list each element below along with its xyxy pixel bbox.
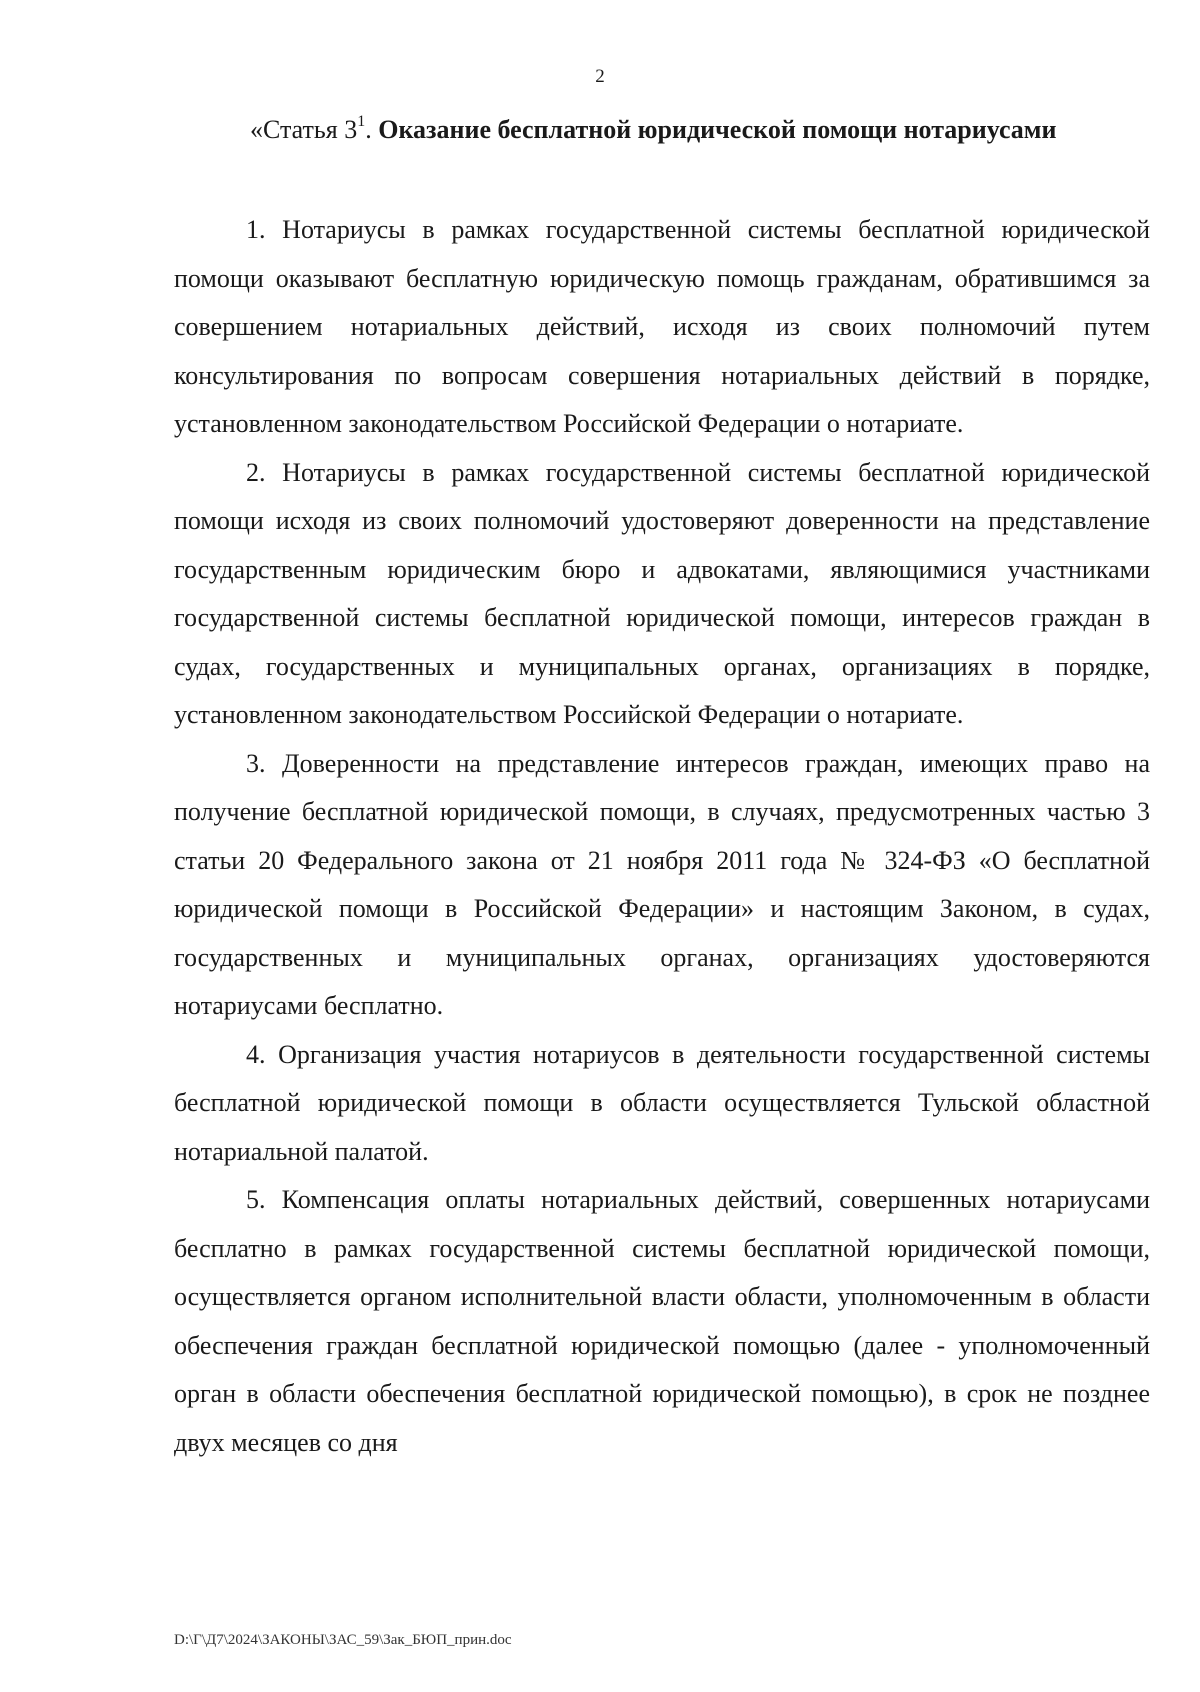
document-body xyxy=(174,206,1150,1467)
article-title: Оказание бесплатной юридической помощи нотариусами xyxy=(378,115,1057,144)
article-separator: . xyxy=(365,115,379,144)
article-heading xyxy=(250,110,1150,150)
page-number: 2 xyxy=(595,66,605,87)
footer-file-path: D:\Г\Д7\2024\ЗАКОНЫ\ЗАС_59\Зак_БЮП_прин.doc xyxy=(174,1632,512,1648)
paragraph-2: 2. Нотариусы в рамках государственной системы бесплатной юридической помощи исходя из своих полномочий удостоверяют доверенности на представление государственным юридическим бюро и адвокатами, являющимися участниками государственной системы бесплатной юридической помощи, интересов граждан в судах, государственных и муниципальных органах, организациях в порядке, установленном законодательством Российской Федерации о нотариате. xyxy=(174,457,1150,729)
paragraph-1: 1. Нотариусы в рамках государственной системы бесплатной юридической помощи оказывают бесплатную юридическую помощь гражданам, обратившимся за совершением нотариальных действий, исходя из своих полномочий путем консультирования по вопросам совершения нотариальных действий в порядке, установленном законодательством Российской Федерации о нотариате. xyxy=(174,215,1150,438)
paragraph-3: 3. Доверенности на представление интересов граждан, имеющих право на получение бесплатной юридической помощи, в случаях, предусмотренных частью 3 статьи 20 Федерального закона от 21 ноября 2011 года № 324-ФЗ «О бесплатной юридической помощи в Российской Федерации» и настоящим Законом, в судах, государственных и муниципальных органах, организациях удостоверяются нотариусами бесплатно. xyxy=(174,748,1150,1020)
paragraph-4: 4. Организация участия нотариусов в деятельности государственной системы бесплатной юридической помощи в области осуществляется Тульской областной нотариальной палатой. xyxy=(174,1039,1150,1166)
article-prefix: «Статья 3 xyxy=(250,115,358,144)
article-superscript: 1 xyxy=(357,113,366,130)
paragraph-5: 5. Компенсация оплаты нотариальных действий, совершенных нотариусами бесплатно в рамках государственной системы бесплатной юридической помощи, осуществляется органом исполнительной власти области, уполномоченным в области обеспечения граждан бесплатной юридической помощью (далее - уполномоченный орган в области обеспечения бесплатной юридической помощью), в срок не позднее двух месяцев со дня xyxy=(174,1185,1150,1457)
